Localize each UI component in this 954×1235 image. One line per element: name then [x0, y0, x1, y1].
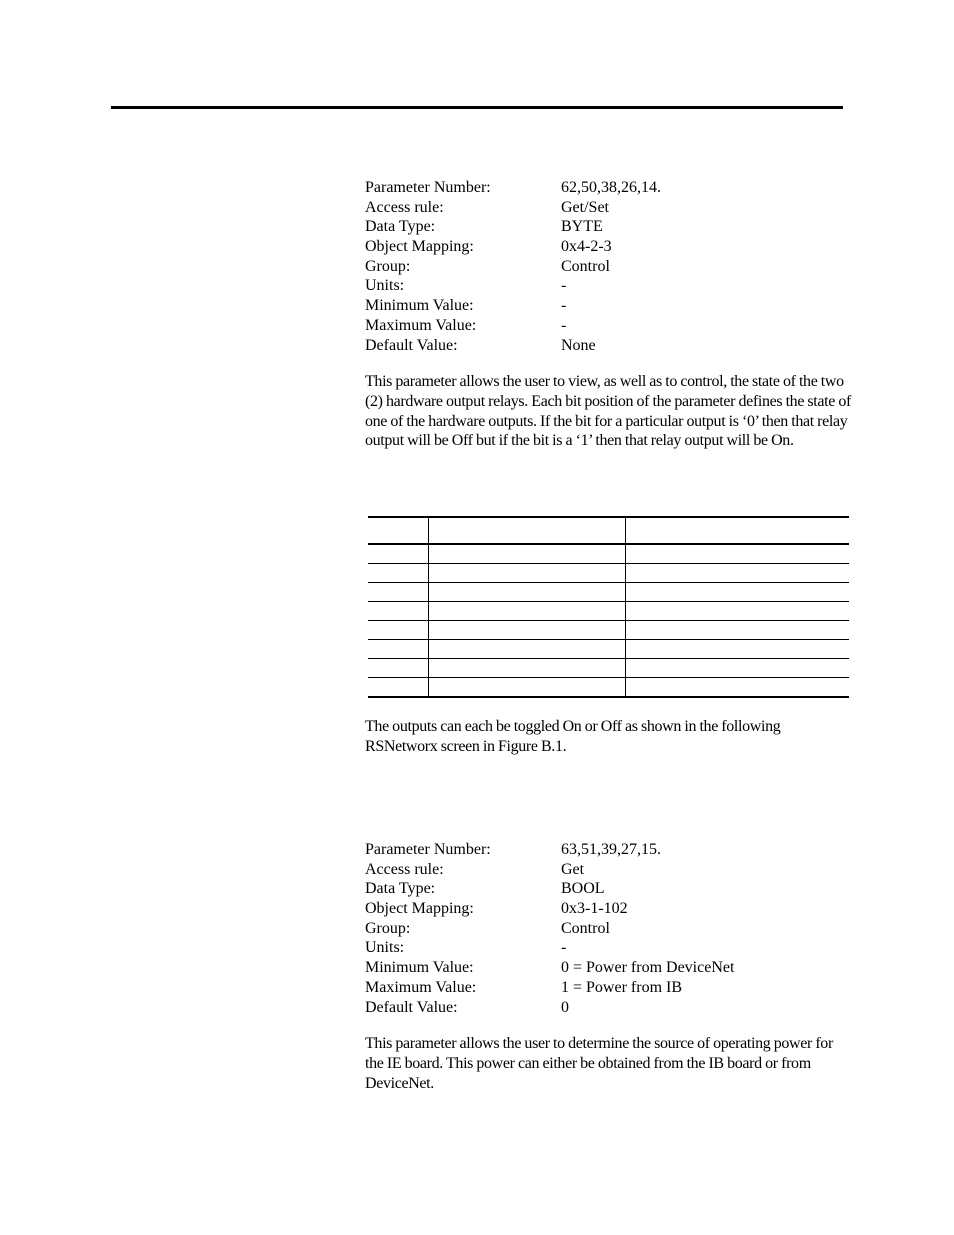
- table-cell: [368, 583, 429, 602]
- table-row: [368, 602, 849, 621]
- param-row: [365, 217, 661, 237]
- param-row: [365, 316, 661, 336]
- table-cell: [429, 678, 626, 698]
- param-value: BOOL: [561, 880, 605, 898]
- param-row: [365, 178, 661, 198]
- param-label: Group:: [365, 919, 411, 937]
- table-header-cell: [626, 517, 850, 544]
- table-cell: [626, 640, 850, 659]
- table-cell: [626, 621, 850, 640]
- output-relays-description: This parameter allows the user to view, as well as to control, the state of the two (2) hardware output relays. Each bit position of the parameter defines the state of one of the hardware outputs. If the bit for a particular output is ‘0’ then that relay output will be Off but if the bit is a ‘1’ then that relay output will be On.: [365, 373, 851, 450]
- table-cell: [368, 544, 429, 564]
- param-row: [365, 860, 734, 880]
- param-row: [365, 998, 734, 1018]
- power-source-description: This parameter allows the user to determine the source of operating power for the IE board. This power can either be obtained from the IB board or from DeviceNet.: [365, 1035, 833, 1092]
- table-cell: [626, 602, 850, 621]
- param-value: 0: [561, 998, 569, 1016]
- table-cell: [429, 602, 626, 621]
- param-row: [365, 879, 734, 899]
- table-cell: [368, 602, 429, 621]
- table-cell: [429, 621, 626, 640]
- toggle-outputs-note: The outputs can each be toggled On or Off as shown in the following RSNetworx screen in Figure B.1.: [365, 718, 781, 755]
- table-cell: [368, 640, 429, 659]
- param-label: Maximum Value:: [365, 316, 477, 334]
- param-value: -: [561, 297, 567, 315]
- table-cell: [368, 564, 429, 583]
- param-label: Default Value:: [365, 998, 458, 1016]
- param-row: [365, 840, 734, 860]
- param-row: [365, 958, 734, 978]
- table-row: [368, 544, 849, 564]
- param-label: Data Type:: [365, 880, 436, 898]
- table-row: [368, 640, 849, 659]
- param-value: None: [561, 336, 596, 354]
- param-value: BYTE: [561, 218, 603, 236]
- table-row: [368, 659, 849, 678]
- param-label: Parameter Number:: [365, 841, 491, 858]
- param-label: Units:: [365, 939, 405, 957]
- param-label: Maximum Value:: [365, 978, 477, 996]
- table-cell: [429, 659, 626, 678]
- table-row: [368, 678, 849, 698]
- param-row: [365, 276, 661, 296]
- param-label: Access rule:: [365, 860, 444, 878]
- param-row: [365, 257, 661, 277]
- table-header-row: [368, 517, 849, 544]
- table-row: [368, 621, 849, 640]
- table-cell: [626, 678, 850, 698]
- param-row: [365, 978, 734, 998]
- param-row: [365, 938, 734, 958]
- table-cell: [368, 678, 429, 698]
- bit-table: [368, 516, 849, 698]
- param-label: Default Value:: [365, 336, 458, 354]
- parameter-list-output-relays: [365, 178, 661, 355]
- param-row: [365, 296, 661, 316]
- table-header-cell: [429, 517, 626, 544]
- table-cell: [626, 659, 850, 678]
- table-cell: [626, 583, 850, 602]
- param-label: Data Type:: [365, 218, 436, 236]
- table-header-cell: [368, 517, 429, 544]
- param-value: Control: [561, 919, 610, 937]
- param-value: 0x3-1-102: [561, 900, 628, 918]
- table-cell: [429, 640, 626, 659]
- param-value: Control: [561, 257, 610, 275]
- param-row: [365, 899, 734, 919]
- table-row: [368, 583, 849, 602]
- param-value: 62,50,38,26,14.: [561, 179, 661, 196]
- table-cell: [626, 544, 850, 564]
- param-value: 0 = Power from DeviceNet: [561, 959, 735, 977]
- param-value: 1 = Power from IB: [561, 978, 683, 996]
- param-label: Minimum Value:: [365, 297, 474, 315]
- param-label: Access rule:: [365, 198, 444, 216]
- table-cell: [429, 544, 626, 564]
- param-label: Parameter Number:: [365, 179, 491, 196]
- param-row: [365, 198, 661, 218]
- param-label: Object Mapping:: [365, 900, 474, 918]
- table-cell: [368, 621, 429, 640]
- param-row: [365, 919, 734, 939]
- top-rule: [111, 106, 843, 109]
- table-cell: [368, 659, 429, 678]
- param-value: 0x4-2-3: [561, 238, 612, 256]
- param-label: Units:: [365, 277, 405, 295]
- param-value: Get/Set: [561, 198, 609, 216]
- parameter-list-power-source: [365, 840, 734, 1017]
- param-label: Object Mapping:: [365, 238, 474, 256]
- param-label: Minimum Value:: [365, 959, 474, 977]
- param-value: Get: [561, 860, 585, 878]
- param-row: [365, 237, 661, 257]
- table-row: [368, 564, 849, 583]
- table-cell: [626, 564, 850, 583]
- table-cell: [429, 583, 626, 602]
- param-value: -: [561, 277, 567, 295]
- param-value: -: [561, 939, 567, 957]
- param-value: -: [561, 316, 567, 334]
- param-row: [365, 336, 661, 356]
- param-value: 63,51,39,27,15.: [561, 841, 661, 858]
- param-label: Group:: [365, 257, 411, 275]
- table-cell: [429, 564, 626, 583]
